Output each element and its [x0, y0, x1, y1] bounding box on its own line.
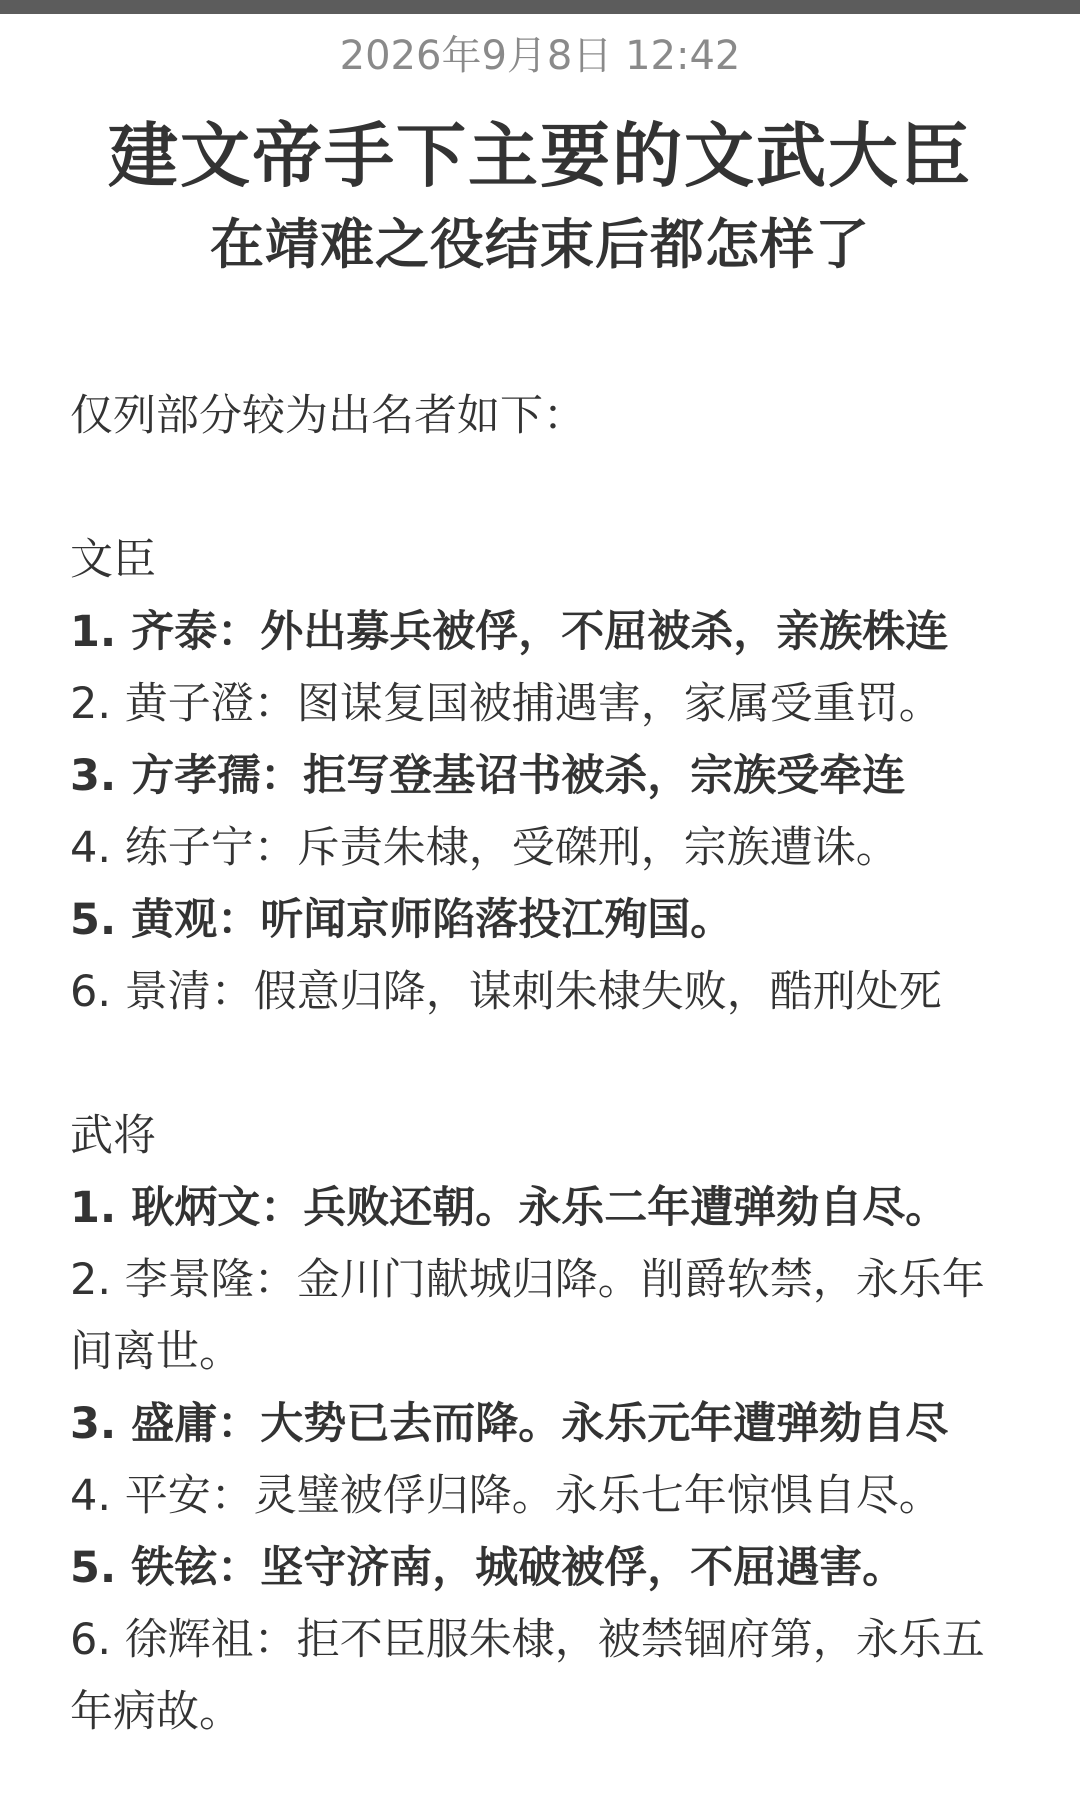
military-generals-section — [70, 1100, 1020, 1748]
military-generals-list — [70, 1172, 1020, 1748]
civil-officials-list — [70, 596, 1020, 1028]
list-item: 1. 耿炳文：兵败还朝。永乐二年遭弹劾自尽。 — [70, 1183, 949, 1233]
top-status-bar — [0, 0, 1080, 14]
list-item: 3. 盛庸：大势已去而降。永乐元年遭弹劾自尽 — [70, 1399, 949, 1449]
page-subtitle: 在靖难之役结束后都怎样了 — [210, 213, 870, 276]
list-item: 6. 景清：假意归降，谋刺朱棣失败，酷刑处死 — [70, 967, 942, 1017]
civil-officials-heading: 文臣 — [70, 535, 156, 585]
military-generals-heading: 武将 — [70, 1111, 156, 1161]
list-item: 5. 黄观：听闻京师陷落投江殉国。 — [70, 895, 734, 945]
list-item: 3. 方孝孺：拒写登基诏书被杀，宗族受牵连 — [70, 751, 906, 801]
article-body — [70, 380, 1020, 1820]
list-item: 5. 铁铉：坚守济南，城破被俘，不屈遇害。 — [70, 1543, 906, 1593]
list-item: 4. 平安：灵璧被俘归降。永乐七年惊惧自尽。 — [70, 1471, 942, 1521]
list-item: 1. 齐泰：外出募兵被俘，不屈被杀，亲族株连 — [70, 607, 949, 657]
list-item: 2. 黄子澄：图谋复国被捕遇害，家属受重罚。 — [70, 679, 942, 729]
list-item: 4. 练子宁：斥责朱棣，受磔刑，宗族遭诛。 — [70, 823, 899, 873]
post-timestamp: 2026年9月8日 12:42 — [339, 33, 741, 79]
intro-text: 仅列部分较为出名者如下： — [70, 391, 586, 441]
list-item: 2. 李景隆：金川门献城归降。削爵软禁，永乐年间离世。 — [70, 1255, 985, 1377]
civil-officials-section — [70, 524, 1020, 1028]
page-title: 建文帝手下主要的文武大臣 — [108, 115, 972, 197]
list-item: 6. 徐辉祖：拒不臣服朱棣，被禁锢府第，永乐五年病故。 — [70, 1615, 985, 1737]
